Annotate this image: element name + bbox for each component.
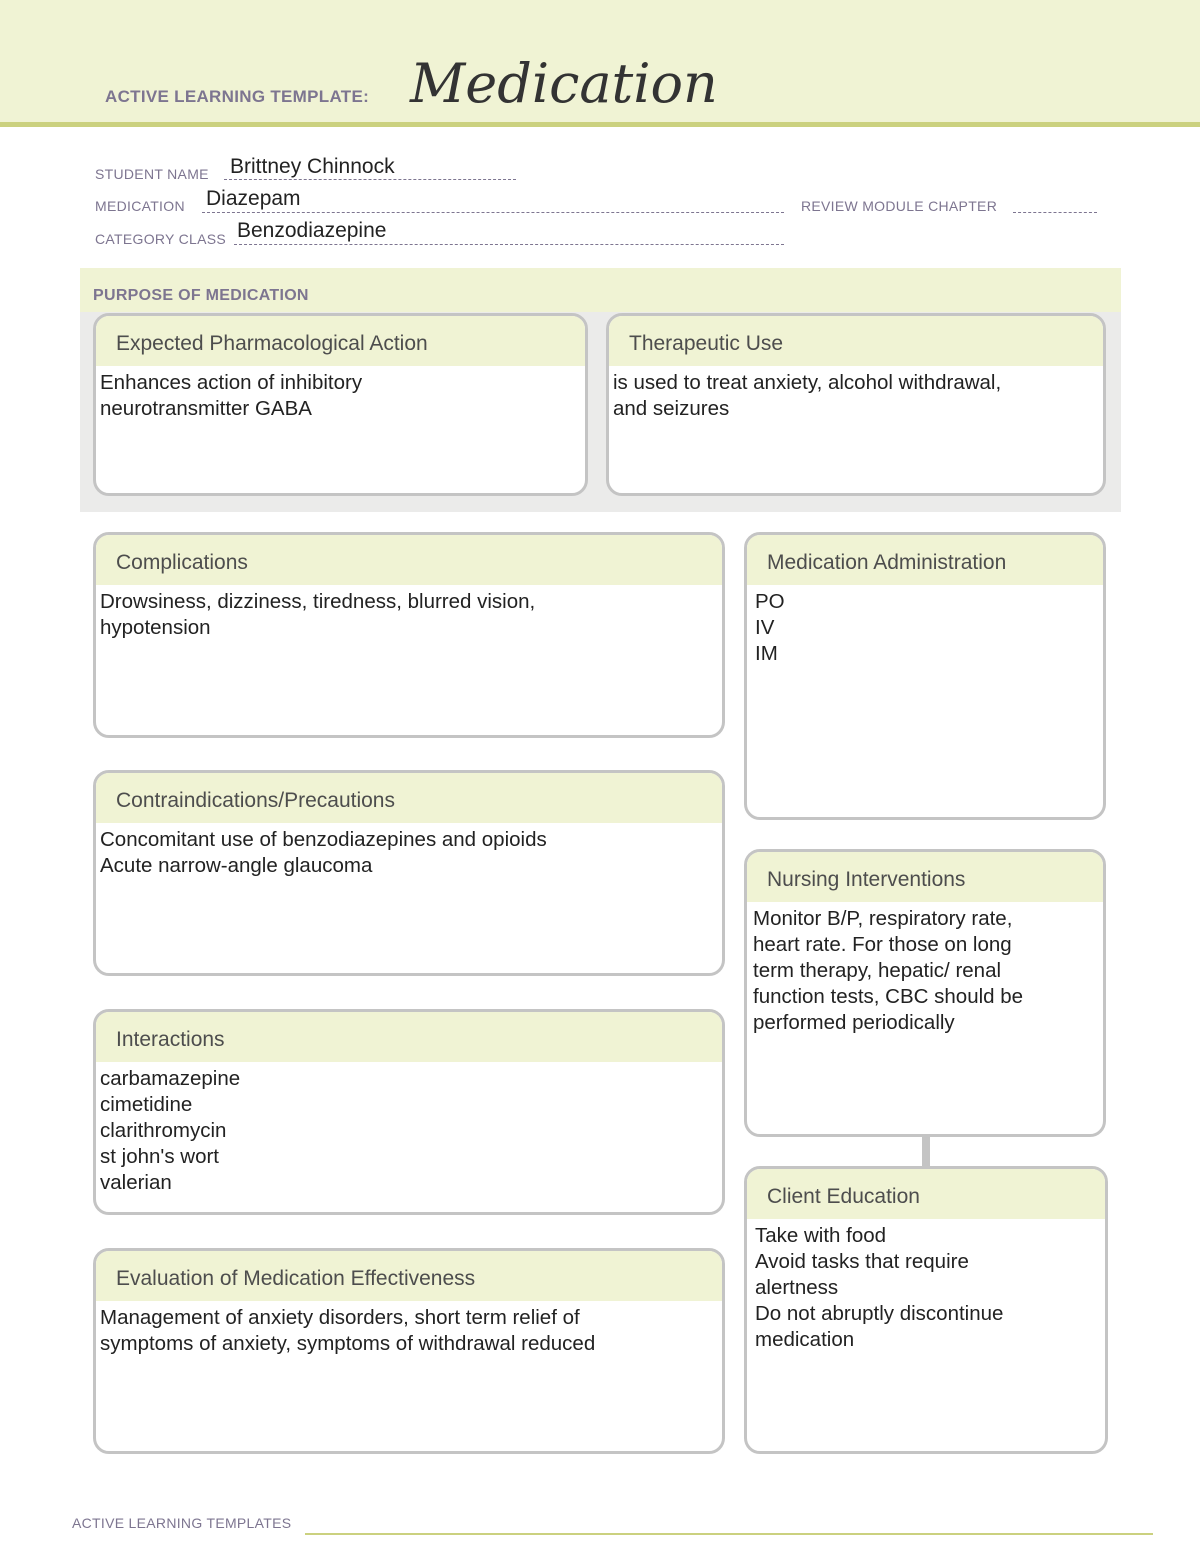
category-class-label: CATEGORY CLASS	[95, 231, 227, 247]
therapeutic-use-box	[606, 313, 1106, 496]
category-class-field[interactable]: Benzodiazepine	[237, 219, 387, 242]
interactions-text[interactable]: carbamazepine cimetidine clarithromycin st john's wort valerian	[100, 1067, 241, 1194]
contraindications-title: Contraindications/Precautions	[116, 789, 395, 812]
evaluation-box	[93, 1248, 725, 1454]
administration-text[interactable]: PO IV IM	[755, 590, 785, 665]
interactions-box	[93, 1009, 725, 1215]
category-class-line	[234, 244, 784, 245]
expected-action-text[interactable]: Enhances action of inhibitory neurotransmitter GABA	[100, 371, 363, 420]
complications-title: Complications	[116, 551, 248, 574]
medication-line	[202, 212, 784, 213]
student-name-field[interactable]: Brittney Chinnock	[230, 155, 395, 178]
therapeutic-use-title: Therapeutic Use	[629, 332, 784, 355]
template-label: ACTIVE LEARNING TEMPLATE:	[105, 87, 370, 106]
administration-box	[744, 532, 1106, 820]
interactions-title: Interactions	[116, 1028, 225, 1051]
student-name-label: STUDENT NAME	[95, 166, 209, 182]
student-name-line	[224, 179, 516, 180]
client-education-text[interactable]: Take with food Avoid tasks that require alertness Do not abruptly discontinue medication	[755, 1224, 1004, 1351]
box-connector	[922, 1135, 930, 1167]
complications-text[interactable]: Drowsiness, dizziness, tiredness, blurred vision, hypotension	[100, 590, 536, 639]
client-education-box	[744, 1166, 1108, 1454]
evaluation-title: Evaluation of Medication Effectiveness	[116, 1267, 476, 1290]
evaluation-text[interactable]: Management of anxiety disorders, short term relief of symptoms of anxiety, symptoms of withdrawal reduced	[100, 1306, 596, 1355]
medication-label: MEDICATION	[95, 198, 185, 214]
contraindications-box	[93, 770, 725, 976]
review-module-label: REVIEW MODULE CHAPTER	[801, 198, 998, 214]
therapeutic-use-text[interactable]: is used to treat anxiety, alcohol withdrawal, and seizures	[613, 371, 1002, 420]
medication-field[interactable]: Diazepam	[206, 187, 301, 210]
nursing-interventions-box	[744, 849, 1106, 1137]
header-divider	[0, 122, 1200, 127]
purpose-title: PURPOSE OF MEDICATION	[93, 287, 309, 304]
client-education-title: Client Education	[767, 1185, 920, 1208]
complications-box	[93, 532, 725, 738]
expected-action-box	[93, 313, 588, 496]
page-title: Medication	[410, 52, 718, 115]
footer-label: ACTIVE LEARNING TEMPLATES	[72, 1515, 292, 1531]
footer-divider	[305, 1533, 1153, 1535]
expected-action-title: Expected Pharmacological Action	[116, 332, 428, 355]
review-module-line	[1013, 212, 1097, 213]
contraindications-text[interactable]: Concomitant use of benzodiazepines and opioids Acute narrow-angle glaucoma	[100, 828, 547, 877]
nursing-interventions-title: Nursing Interventions	[767, 868, 966, 891]
nursing-interventions-text[interactable]: Monitor B/P, respiratory rate, heart rate. For those on long term therapy, hepatic/ renal function tests, CBC should be performed periodically	[753, 907, 1024, 1034]
administration-title: Medication Administration	[767, 551, 1007, 574]
